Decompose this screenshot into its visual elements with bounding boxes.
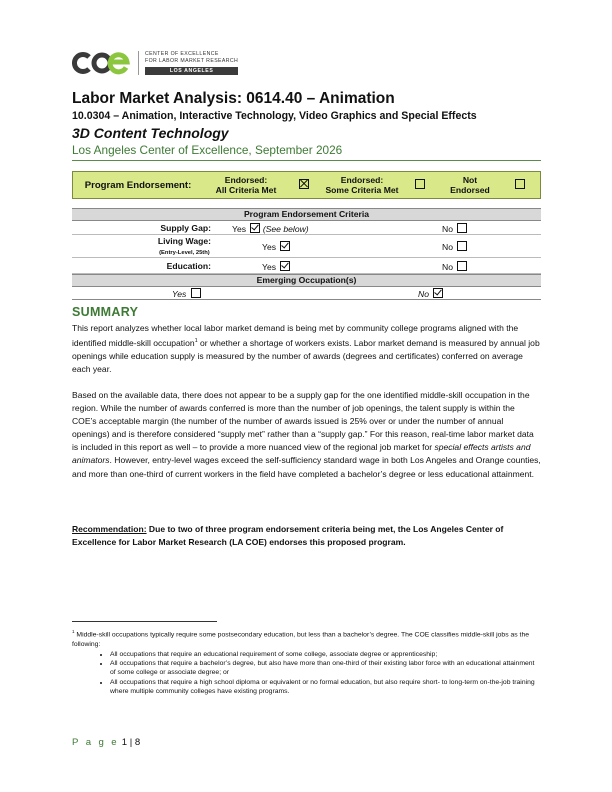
education-yes-text: Yes [262, 262, 277, 272]
endorsement-option-some [319, 175, 405, 195]
supply-gap-yes-checkbox[interactable] [250, 223, 260, 233]
footnote-ref-1[interactable]: 1 [194, 338, 198, 345]
recommendation-text: Due to two of three program endorsement criteria being met, the Los Angeles Center of Excellence for Labor Market Research (LA COE) endorses this proposed program. [72, 524, 504, 548]
summary-p1-part-b: or whether a shortage of workers exists. Labor market demand is measured by annual job openings while education supply is measured by the number of awards (degrees and certificates) conferred on average each year. [72, 337, 540, 375]
endorsement-option-all-line1: Endorsed: [224, 175, 268, 185]
emerging-occupations-row [72, 287, 541, 300]
living-wage-yes-text: Yes [262, 242, 277, 252]
endorsement-not-checkbox-wrap [505, 179, 535, 191]
endorsement-option-some-line1: Endorsed: [340, 175, 384, 185]
page-total: 8 [134, 737, 141, 748]
criteria-row-education [72, 258, 541, 274]
summary-paragraph-1 [72, 322, 541, 376]
page-number [72, 737, 140, 748]
criteria-table [72, 208, 541, 300]
supply-gap-yes-text: Yes [232, 224, 247, 234]
footnote-marker: 1 [72, 629, 75, 634]
page-word: P a g e [72, 737, 120, 748]
education-yes-checkbox[interactable] [280, 261, 290, 271]
footnote [72, 627, 541, 696]
living-wage-no-checkbox[interactable] [457, 241, 467, 251]
emerging-no [418, 288, 443, 299]
endorsement-option-not-line1: Not [462, 175, 478, 185]
footnote-bullet-2: • All occupations that require a bachelor’s degree, but also have more than one-third of their existing labor force with an educational attainment of some college or associate degree; or [110, 659, 541, 678]
logo-badge-los-angeles: LOS ANGELES [145, 67, 238, 75]
footnote-bullet-3: • All occupations that require a high school diploma or equivalent or no formal education, but also require short- to long-term on-the-job training where multiple community colleges have existing programs. [110, 678, 541, 697]
summary-heading: SUMMARY [72, 305, 139, 319]
endorsement-option-some-line2: Some Criteria Met [325, 185, 399, 195]
emerging-yes-text: Yes [172, 289, 187, 299]
emerging-no-checkbox[interactable] [433, 288, 443, 298]
living-wage-yes-checkbox[interactable] [280, 241, 290, 251]
criteria-row-living-wage [72, 235, 541, 258]
emerging-yes-checkbox[interactable] [191, 288, 201, 298]
supply-gap-yes-note: (See below) [262, 224, 309, 234]
living-wage-label-text: Living Wage: [157, 236, 211, 246]
summary-p2-part-b: . However, entry-level wages exceed the self-sufficiency standard wage in both Los Angeles and Orange counties, and more than one-third of current workers in the field have completed a bachelor’s degree or less educational attainment. [72, 455, 541, 479]
emerging-occupations-heading: Emerging Occupation(s) [72, 274, 541, 287]
endorsement-some-checkbox[interactable] [415, 179, 425, 189]
endorsement-not-checkbox[interactable] [515, 179, 525, 189]
endorsement-option-not [435, 175, 505, 195]
page-separator: | [129, 737, 133, 748]
criteria-label-living-wage [158, 236, 211, 258]
endorsement-all-checkbox-wrap [289, 179, 319, 191]
education-no-text: No [442, 262, 453, 272]
criteria-label-supply-gap: Supply Gap: [160, 223, 211, 233]
emerging-no-text: No [418, 289, 429, 299]
header-divider [72, 160, 541, 161]
recommendation-paragraph [72, 523, 541, 549]
criteria-label-education: Education: [166, 261, 211, 271]
footnote-bullet-1: • All occupations that require an educational requirement of some college, associate degree or apprenticeship; [110, 650, 541, 659]
coe-letters-graphic [72, 51, 130, 75]
criteria-heading: Program Endorsement Criteria [72, 208, 541, 221]
report-subtitle: 10.0304 – Animation, Interactive Technology, Video Graphics and Special Effects [72, 110, 477, 122]
endorsement-some-checkbox-wrap [405, 179, 435, 191]
living-wage-yes [262, 241, 290, 252]
footnote-bullet-list [72, 650, 541, 696]
criteria-row-supply-gap [72, 221, 541, 235]
coe-logo-text [138, 51, 238, 75]
education-no-checkbox[interactable] [457, 261, 467, 271]
endorsement-all-checkbox[interactable] [299, 179, 309, 189]
endorsement-label: Program Endorsement: [84, 179, 192, 191]
endorsement-option-all [203, 175, 289, 195]
summary-p2-part-a: Based on the available data, there does not appear to be a supply gap for the one identified middle-skill occupation in the region. While the number of awards conferred is more than the number of job openings, the talent supply is within the COE’s acceptable margin (the number of the number of awards issued is 25% over or under the number of annual openings) and is therefore considered “supply met” rather than a “supply gap.” For this reason, real-time labor market data is included in this report as well – to provide a more nuanced view of the regional job market for [72, 390, 534, 453]
living-wage-sublabel: (Entry-Level, 25th) [159, 250, 210, 256]
logo-line-1: CENTER OF EXCELLENCE [145, 51, 219, 57]
living-wage-no-text: No [442, 242, 453, 252]
footnote-intro-text: Middle-skill occupations typically require some postsecondary education, but less than a bachelor’s degree. The COE classifies middle-skill jobs as the following: [72, 631, 530, 648]
recommendation-label: Recommendation: [72, 524, 147, 534]
program-endorsement-bar [72, 171, 541, 199]
supply-gap-no-checkbox[interactable] [457, 223, 467, 233]
supply-gap-no [442, 223, 467, 234]
footnote-divider [72, 621, 217, 622]
page-current: 1 [121, 737, 128, 748]
report-title: Labor Market Analysis: 0614.40 – Animation [72, 90, 395, 107]
endorsement-option-all-line2: All Criteria Met [215, 185, 277, 195]
coe-logo-mark [72, 51, 130, 75]
supply-gap-yes [232, 223, 309, 234]
center-and-date: Los Angeles Center of Excellence, September 2026 [72, 143, 343, 157]
summary-p1-part-a: This report analyzes whether local labor market demand is being met by community college programs aligned with the identified middle-skill occupation [72, 323, 519, 348]
footnote-intro [72, 627, 541, 649]
program-name: 3D Content Technology [72, 125, 229, 141]
education-yes [262, 261, 290, 272]
supply-gap-no-text: No [442, 224, 453, 234]
coe-logo [72, 46, 238, 80]
living-wage-no [442, 241, 467, 252]
logo-line-2: FOR LABOR MARKET RESEARCH [145, 58, 239, 64]
summary-p2-italic: special effects artists and animators [72, 442, 531, 466]
education-no [442, 261, 467, 272]
summary-paragraph-2 [72, 389, 541, 481]
emerging-yes [172, 288, 201, 299]
endorsement-option-not-line2: Endorsed [450, 185, 490, 195]
